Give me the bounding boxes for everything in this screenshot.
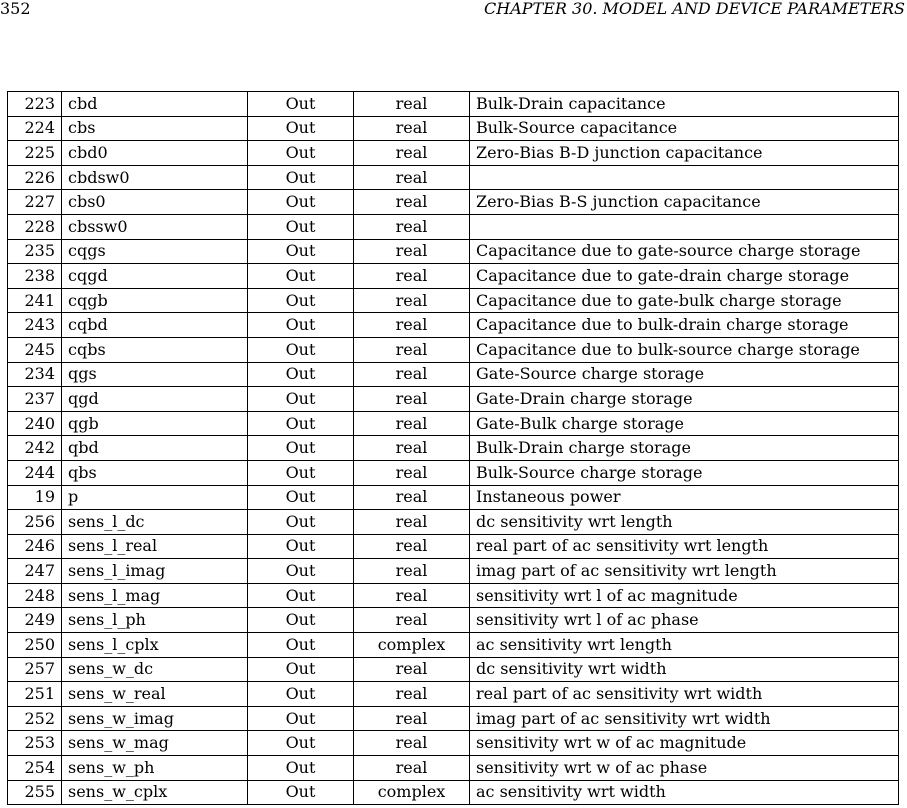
param-description-cell: Bulk-Source capacitance — [470, 116, 899, 141]
param-direction-cell: Out — [248, 731, 354, 756]
table-row — [8, 214, 899, 239]
param-type-cell: real — [354, 387, 470, 412]
param-type-cell: real — [354, 608, 470, 633]
param-id-cell: 256 — [8, 510, 62, 535]
param-description-cell: Capacitance due to bulk-source charge storage — [470, 337, 899, 362]
param-direction-cell: Out — [248, 583, 354, 608]
table-row — [8, 780, 899, 805]
table-row — [8, 731, 899, 756]
param-description-cell: sensitivity wrt w of ac magnitude — [470, 731, 899, 756]
table-row — [8, 387, 899, 412]
param-name-cell: cbs0 — [62, 190, 248, 215]
param-name-cell: sens_l_mag — [62, 583, 248, 608]
param-id-cell: 245 — [8, 337, 62, 362]
table-row — [8, 559, 899, 584]
param-direction-cell: Out — [248, 510, 354, 535]
param-id-cell: 249 — [8, 608, 62, 633]
param-type-cell: real — [354, 288, 470, 313]
param-description-cell: Capacitance due to gate-drain charge storage — [470, 264, 899, 289]
table-row — [8, 633, 899, 658]
param-id-cell: 242 — [8, 436, 62, 461]
param-name-cell: sens_w_real — [62, 682, 248, 707]
param-direction-cell: Out — [248, 633, 354, 658]
param-name-cell: qgs — [62, 362, 248, 387]
param-id-cell: 241 — [8, 288, 62, 313]
param-name-cell: cbd0 — [62, 141, 248, 166]
param-direction-cell: Out — [248, 534, 354, 559]
param-name-cell: sens_w_imag — [62, 706, 248, 731]
param-id-cell: 250 — [8, 633, 62, 658]
param-type-cell: real — [354, 190, 470, 215]
param-description-cell: sensitivity wrt l of ac magnitude — [470, 583, 899, 608]
param-name-cell: cbs — [62, 116, 248, 141]
table-row — [8, 436, 899, 461]
param-id-cell: 224 — [8, 116, 62, 141]
param-name-cell: qgb — [62, 411, 248, 436]
param-description-cell: Gate-Source charge storage — [470, 362, 899, 387]
param-id-cell: 235 — [8, 239, 62, 264]
table-row — [8, 264, 899, 289]
param-type-cell: real — [354, 559, 470, 584]
param-id-cell: 251 — [8, 682, 62, 707]
param-direction-cell: Out — [248, 239, 354, 264]
param-id-cell: 255 — [8, 780, 62, 805]
param-description-cell — [470, 165, 899, 190]
param-direction-cell: Out — [248, 387, 354, 412]
param-name-cell: sens_w_ph — [62, 756, 248, 781]
table-row — [8, 313, 899, 338]
table-row — [8, 510, 899, 535]
param-name-cell: qbd — [62, 436, 248, 461]
param-type-cell: real — [354, 239, 470, 264]
param-id-cell: 238 — [8, 264, 62, 289]
param-name-cell: sens_l_imag — [62, 559, 248, 584]
param-name-cell: cbd — [62, 92, 248, 117]
param-description-cell — [470, 214, 899, 239]
chapter-title: CHAPTER 30. MODEL AND DEVICE PARAMETERS — [484, 0, 905, 18]
param-type-cell: real — [354, 116, 470, 141]
param-type-cell: real — [354, 682, 470, 707]
param-direction-cell: Out — [248, 411, 354, 436]
table-row — [8, 411, 899, 436]
param-type-cell: real — [354, 731, 470, 756]
param-direction-cell: Out — [248, 780, 354, 805]
param-id-cell: 228 — [8, 214, 62, 239]
param-type-cell: real — [354, 92, 470, 117]
table-row — [8, 608, 899, 633]
param-direction-cell: Out — [248, 313, 354, 338]
param-id-cell: 19 — [8, 485, 62, 510]
param-id-cell: 252 — [8, 706, 62, 731]
table-row — [8, 337, 899, 362]
param-direction-cell: Out — [248, 706, 354, 731]
param-direction-cell: Out — [248, 362, 354, 387]
param-type-cell: real — [354, 214, 470, 239]
param-description-cell: Capacitance due to gate-source charge storage — [470, 239, 899, 264]
param-direction-cell: Out — [248, 682, 354, 707]
param-description-cell: real part of ac sensitivity wrt width — [470, 682, 899, 707]
param-description-cell: Zero-Bias B-S junction capacitance — [470, 190, 899, 215]
table-row — [8, 706, 899, 731]
param-direction-cell: Out — [248, 190, 354, 215]
param-name-cell: cqgd — [62, 264, 248, 289]
param-type-cell: real — [354, 583, 470, 608]
table-row — [8, 756, 899, 781]
param-direction-cell: Out — [248, 608, 354, 633]
param-id-cell: 223 — [8, 92, 62, 117]
param-direction-cell: Out — [248, 264, 354, 289]
param-id-cell: 244 — [8, 460, 62, 485]
param-type-cell: complex — [354, 780, 470, 805]
param-id-cell: 240 — [8, 411, 62, 436]
param-id-cell: 243 — [8, 313, 62, 338]
param-type-cell: real — [354, 657, 470, 682]
param-name-cell: qgd — [62, 387, 248, 412]
param-type-cell: real — [354, 165, 470, 190]
param-name-cell: cqgb — [62, 288, 248, 313]
param-id-cell: 227 — [8, 190, 62, 215]
param-type-cell: real — [354, 313, 470, 338]
param-direction-cell: Out — [248, 485, 354, 510]
param-id-cell: 254 — [8, 756, 62, 781]
param-direction-cell: Out — [248, 116, 354, 141]
param-type-cell: real — [354, 141, 470, 166]
param-direction-cell: Out — [248, 337, 354, 362]
table-row — [8, 460, 899, 485]
table-row — [8, 141, 899, 166]
table-row — [8, 190, 899, 215]
parameter-table — [7, 91, 899, 805]
param-name-cell: sens_w_mag — [62, 731, 248, 756]
param-type-cell: real — [354, 264, 470, 289]
param-name-cell: sens_w_cplx — [62, 780, 248, 805]
param-description-cell: Gate-Bulk charge storage — [470, 411, 899, 436]
param-description-cell: imag part of ac sensitivity wrt width — [470, 706, 899, 731]
param-direction-cell: Out — [248, 756, 354, 781]
param-id-cell: 225 — [8, 141, 62, 166]
param-description-cell: dc sensitivity wrt width — [470, 657, 899, 682]
param-name-cell: sens_l_real — [62, 534, 248, 559]
param-description-cell: imag part of ac sensitivity wrt length — [470, 559, 899, 584]
param-name-cell: sens_l_dc — [62, 510, 248, 535]
param-type-cell: real — [354, 756, 470, 781]
param-name-cell: cbdsw0 — [62, 165, 248, 190]
param-name-cell: sens_l_ph — [62, 608, 248, 633]
param-direction-cell: Out — [248, 657, 354, 682]
param-id-cell: 253 — [8, 731, 62, 756]
param-description-cell: Instaneous power — [470, 485, 899, 510]
table-row — [8, 165, 899, 190]
param-name-cell: cqbs — [62, 337, 248, 362]
param-name-cell: qbs — [62, 460, 248, 485]
param-name-cell: sens_w_dc — [62, 657, 248, 682]
table-row — [8, 485, 899, 510]
param-type-cell: real — [354, 436, 470, 461]
param-type-cell: real — [354, 460, 470, 485]
param-name-cell: cbssw0 — [62, 214, 248, 239]
param-name-cell: cqgs — [62, 239, 248, 264]
param-direction-cell: Out — [248, 92, 354, 117]
param-name-cell: cqbd — [62, 313, 248, 338]
table-row — [8, 116, 899, 141]
param-description-cell: dc sensitivity wrt length — [470, 510, 899, 535]
table-row — [8, 583, 899, 608]
param-description-cell: ac sensitivity wrt length — [470, 633, 899, 658]
param-id-cell: 226 — [8, 165, 62, 190]
param-type-cell: real — [354, 485, 470, 510]
param-type-cell: real — [354, 706, 470, 731]
param-description-cell: Zero-Bias B-D junction capacitance — [470, 141, 899, 166]
param-description-cell: Bulk-Source charge storage — [470, 460, 899, 485]
table-row — [8, 657, 899, 682]
param-description-cell: real part of ac sensitivity wrt length — [470, 534, 899, 559]
param-name-cell: p — [62, 485, 248, 510]
table-row — [8, 288, 899, 313]
param-type-cell: real — [354, 534, 470, 559]
param-direction-cell: Out — [248, 214, 354, 239]
param-id-cell: 257 — [8, 657, 62, 682]
param-description-cell: Gate-Drain charge storage — [470, 387, 899, 412]
param-direction-cell: Out — [248, 460, 354, 485]
table-row — [8, 239, 899, 264]
param-description-cell: sensitivity wrt l of ac phase — [470, 608, 899, 633]
param-type-cell: real — [354, 411, 470, 436]
table-row — [8, 92, 899, 117]
table-row — [8, 362, 899, 387]
param-id-cell: 237 — [8, 387, 62, 412]
param-id-cell: 246 — [8, 534, 62, 559]
param-direction-cell: Out — [248, 436, 354, 461]
param-type-cell: real — [354, 510, 470, 535]
param-id-cell: 234 — [8, 362, 62, 387]
param-type-cell: complex — [354, 633, 470, 658]
param-description-cell: Capacitance due to gate-bulk charge storage — [470, 288, 899, 313]
param-id-cell: 247 — [8, 559, 62, 584]
param-description-cell: Bulk-Drain charge storage — [470, 436, 899, 461]
page-number: 352 — [0, 0, 31, 18]
param-id-cell: 248 — [8, 583, 62, 608]
param-direction-cell: Out — [248, 559, 354, 584]
table-row — [8, 682, 899, 707]
param-direction-cell: Out — [248, 141, 354, 166]
param-description-cell: Bulk-Drain capacitance — [470, 92, 899, 117]
param-direction-cell: Out — [248, 288, 354, 313]
parameter-table-body — [8, 92, 899, 805]
param-name-cell: sens_l_cplx — [62, 633, 248, 658]
param-description-cell: Capacitance due to bulk-drain charge storage — [470, 313, 899, 338]
param-description-cell: ac sensitivity wrt width — [470, 780, 899, 805]
param-description-cell: sensitivity wrt w of ac phase — [470, 756, 899, 781]
param-direction-cell: Out — [248, 165, 354, 190]
param-type-cell: real — [354, 362, 470, 387]
table-row — [8, 534, 899, 559]
param-type-cell: real — [354, 337, 470, 362]
